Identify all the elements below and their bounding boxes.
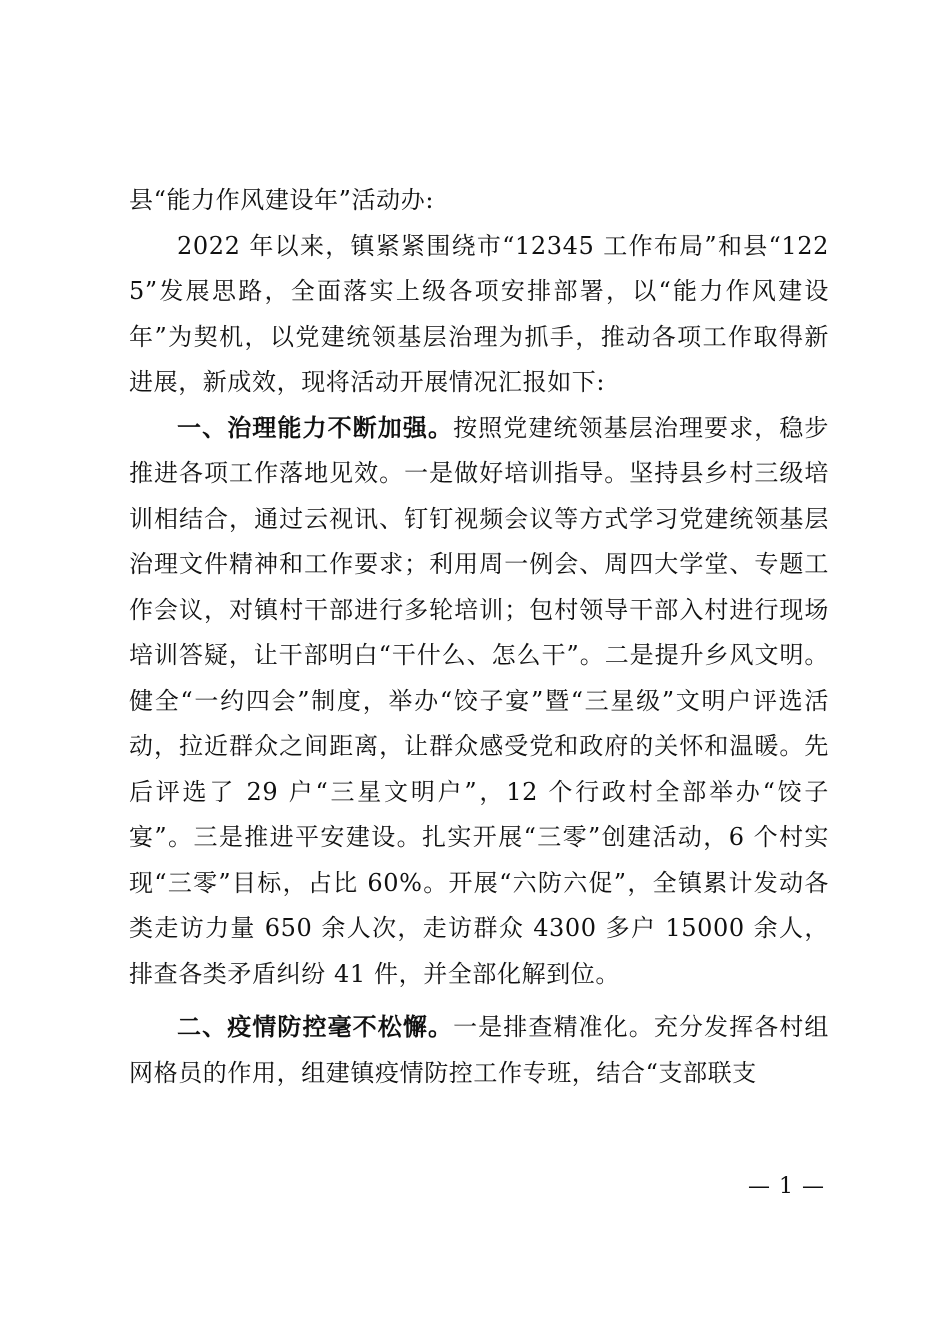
salutation: 县“能力作风建设年”活动办: [129, 186, 435, 214]
section-paragraph-1 [129, 406, 829, 998]
section-paragraph-2 [129, 1005, 829, 1096]
section-body-2: 一是排查精准化。充分发挥各村组网格员的作用，组建镇疫情防控工作专班，结合“支部联支 [129, 1013, 829, 1087]
intro-paragraph: 2022 年以来，镇紧紧围绕市“12345 工作布局”和县“1225”发展思路，全面落实上级各项安排部署，以“能力作风建设年”为契机，以党建统领基层治理为抓手，推动各项工作取得新进展，新成效，现将活动开展情况汇报如下: [129, 231, 829, 396]
page-number: — 1 — [748, 1174, 825, 1199]
section-body-1: 按照党建统领基层治理要求，稳步推进各项工作落地见效。一是做好培训指导。坚持县乡村三级培训相结合，通过云视讯、钉钉视频会议等方式学习党建统领基层治理文件精神和工作要求；利用周一例会、周四大学堂、专题工作会议，对镇村干部进行多轮培训；包村领导干部入村进行现场培训答疑，让干部明白“干什么、怎么干”。二是提升乡风文明。健全“一约四会”制度，举办“饺子宴”暨“三星级”文明户评选活动，拉近群众之间距离，让群众感受党和政府的关怀和温暖。先后评选了 29 户“三星文明户”，12 个行政村全部举办“饺子宴”。三是推进平安建设。扎实开展“三零”创建活动，6 个村实现“三零”目标，占比 60%。开展“六防六促”，全镇累计发动各类走访力量 650 余人次，走访群众 4300 多户 15000 余人，排查各类矛盾纠纷 41 件，并全部化解到位。 [129, 413, 829, 988]
section-heading-2: 二、疫情防控毫不松懈。 [177, 1013, 454, 1041]
document-body [129, 178, 829, 1096]
section-heading-1: 一、治理能力不断加强。 [177, 413, 454, 442]
